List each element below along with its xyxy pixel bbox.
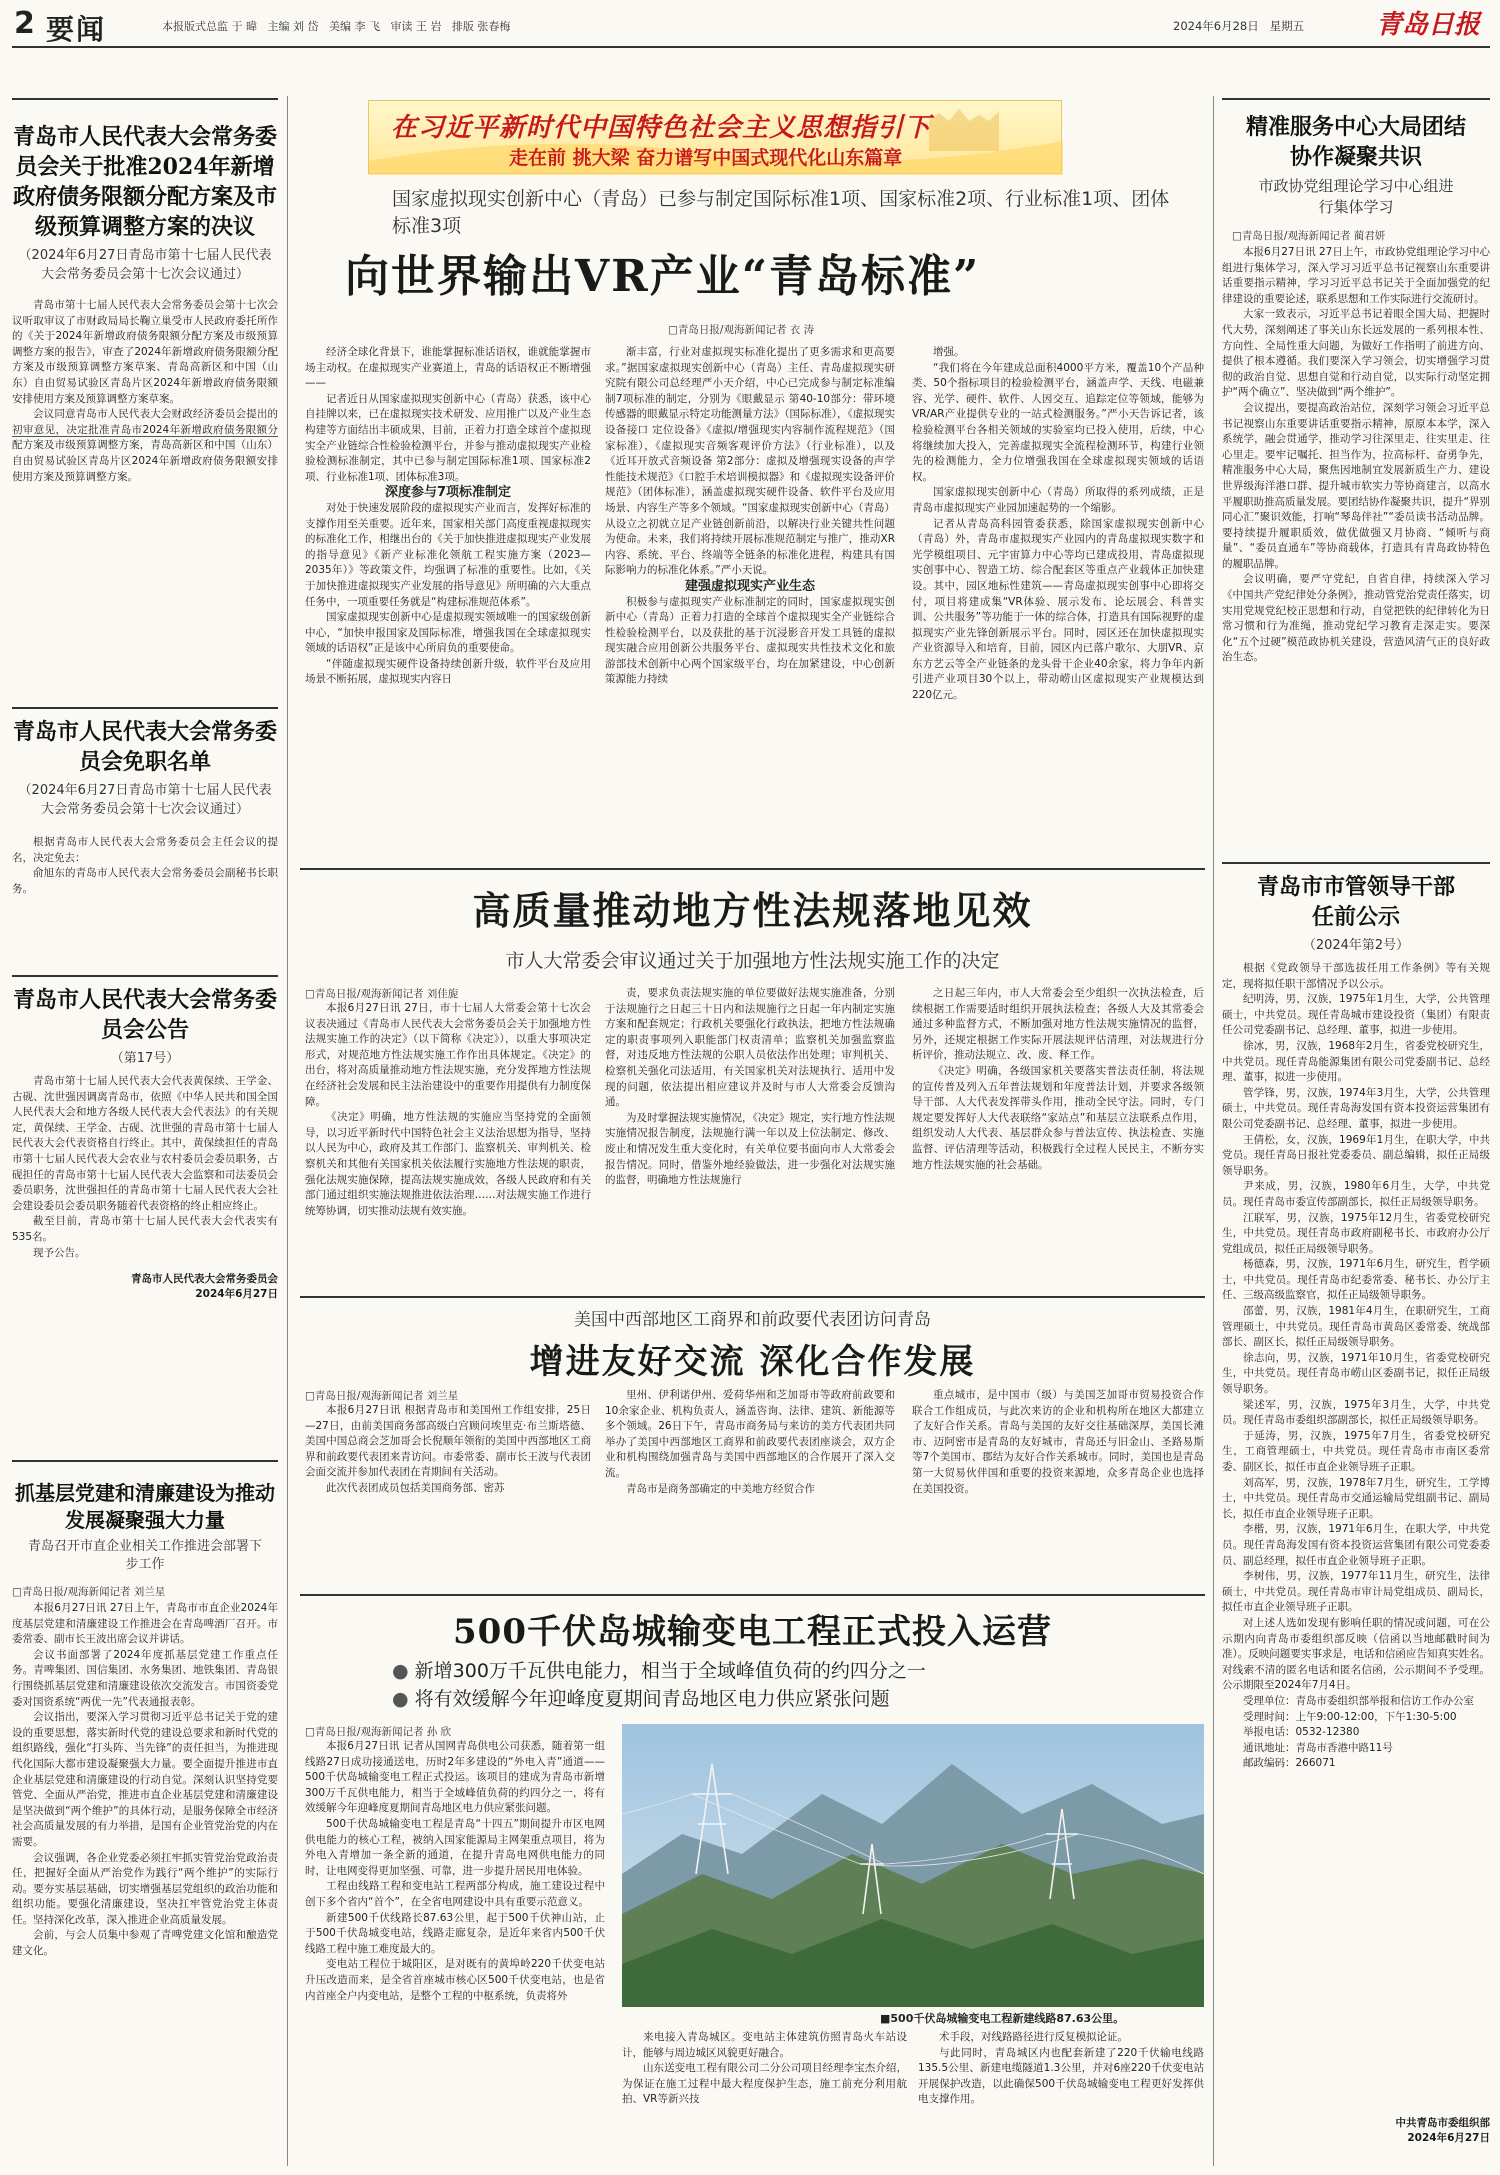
power-bullet-1-text: 新增300万千瓦供电能力，相当于全域峰值负荷的约四分之一 — [414, 1660, 926, 1682]
paragraph: 刘高军，男，汉族，1978年7月生，研究生，工学博士，中共党员。现任青岛市交通运输局党组副书记、副局长，拟任市直企业领导班子正职。 — [1222, 1476, 1490, 1520]
paragraph: 青岛市第十七届人民代表大会代表黄保续、王学金、古砚、沈世强因调离青岛市，依照《中华人民共和国全国人民代表大会和地方各级人民代表大会代表法》的有关规定，黄保续、王学金、古砚、沈世强的青岛市第十七届人民代表大会代表资格自行终止。其中，黄保续担任的青岛市第十七届人民代表大会农业与农村委员会委员职务，古砚担任的青岛市第十七届人民代表大会监察和司法委员会委员职务，沈世强担任的青岛市第十七届人民代表大会社会建设委员会委员职务随着代表资格的终止相应终止。 — [12, 1075, 278, 1212]
paragraph: 500千伏岛城输变电工程是青岛“十四五”期间提升市区电网供电能力的核心工程，被纳入国家能源局主网架重点项目，将为外电入青增加一条全新的通道，在提升青岛电网供电能力的同时，让电网变得更加坚强、可靠，进一步提升居民用电体验。 — [305, 1817, 605, 1877]
paragraph: 会议指出，要深入学习贯彻习近平总书记关于党的建设的重要思想，落实新时代党的建设总要求和新时代党的组织路线，强化“打头阵、当先锋”的责任担当，为推进现代化国际大都市建设凝聚强大力量。要全面提升推进市直企业基层党建和清廉建设的行动自觉。深刻认识坚持党要管党、全面从严治党，推进市直企业基层党建和清廉建设是坚决做到“两个维护”的具体行动，是服务保障全市经济社会高质量发展的有力举措，是国有企业管党治党的内在需要。 — [12, 1711, 278, 1848]
paragraph: 通讯地址：青岛市香港中路11号 — [1243, 1741, 1393, 1754]
rule — [12, 436, 278, 437]
power-bullet-2-text: 将有效缓解今年迎峰度夏期间青岛地区电力供应紧张问题 — [414, 1688, 890, 1710]
power-column-1 — [305, 1724, 605, 2169]
right-column-divider — [1213, 96, 1214, 2166]
paragraph: 《决定》明确，地方性法规的实施应当坚持党的全面领导，以习近平新时代中国特色社会主义法治思想为指导，坚持以人民为中心，政府及其工作部门、监察机关、审判机关、检察机关和其他有关国家机关依法履行实施地方性法规的职责，强化法规实施保障，提高法规实施成效，各级人民政府和有关部门通过组织实施法规推进依法治理……对法规实施工作进行统筹协调，切实推动法规有效实施。 — [305, 1111, 591, 1217]
study-subtitle: 市政协党组理论学习中心组进行集体学习 — [1258, 177, 1454, 216]
law-column-1 — [305, 986, 591, 1266]
photo-caption: ■500千伏岛城输变电工程新建线路87.63公里。 — [880, 2012, 1125, 2025]
rule — [12, 1460, 278, 1462]
appointment-title: 青岛市人民代表大会常务委员会免职名单 — [12, 719, 277, 775]
separator — [300, 1594, 1205, 1596]
paragraph: 责，要求负责法规实施的单位要做好法规实施准备，分别于法规施行之日起三十日内和法规施行之日起一年内制定实施方案和配套规定；行政机关要强化行政执法，把地方性法规确定的职责事项列入职能部门权责清单；监察机关加强监察监督，对违反地方性法规的公职人员依法作出处理；审判机关、检察机关强化司法适用，有关国家机关对法规执行、适用中发现的问题，依法提出相应建议并及时与市人大常委会反馈沟通。 — [605, 987, 895, 1109]
law-column-1-text — [305, 1001, 591, 1259]
paragraph: 截至目前，青岛市第十七届人民代表大会代表实有535名。 — [12, 1215, 278, 1243]
paragraph: 国家虚拟现实创新中心（青岛）所取得的系列成绩，正是青岛市虚拟现实产业园加速起势的一个缩影。 — [912, 486, 1204, 514]
power-headline: 500千伏岛城输变电工程正式投入运营 — [453, 1612, 1052, 1652]
paragraph: 与此同时，青岛城区内也配套新建了220千伏输电线路135.5公里、新建电缆隧道1.3公里，并对6座220千伏变电站开展保护改造，以此确保500千伏岛城输变电工程更好发挥供电支撑作用。 — [918, 2046, 1204, 2106]
paragraph: 本报6月27日讯 记者从国网青岛供电公司获悉，随着第一组线路27日成功接通送电，历时2年多建设的“外电入青”通道——500千伏岛城输变电工程正式投运。该项目的建成为青岛市新增300万千瓦供电能力，相当于全域峰值负荷的约四分之一，将有效缓解今年迎峰度夏期间青岛地区电力供应紧张问题。 — [305, 1740, 605, 1815]
rule — [12, 707, 278, 709]
friend-headline: 增进友好交流 深化合作发展 — [529, 1342, 976, 1382]
paragraph: 会议同意青岛市人民代表大会财政经济委员会提出的初审意见，决定批准青岛市2024年新增政府债务限额分配方案及市级预算调整方案，青岛高新区和中国（山东）自由贸易试验区青岛片区2024年新增政府债务限额安排使用方案及预算调整方案。 — [12, 408, 278, 483]
paragraph: 术手段，对线路路径进行反复模拟论证。 — [939, 2031, 1128, 2043]
paragraph: 工程由线路工程和变电站工程两部分构成，施工建设过程中创下多个省内“首个”，在全省电网建设中具有重要示范意义。 — [305, 1880, 605, 1908]
paragraph: 新建500千伏线路长87.63公里，起于500千伏神山站，止于500千伏岛城变电站，线路走廊复杂，是近年来省内500千伏线路工程中施工难度最大的。 — [305, 1911, 605, 1955]
mountain-pylon-illustration — [622, 1724, 1204, 2007]
vr-section-1-heading: 深度参与7项标准制定 — [384, 485, 512, 501]
power-byline: □青岛日报/观海新闻记者 孙 欣 — [305, 1726, 452, 1738]
paragraph: 变电站工程位于城阳区，是对既有的黄埠岭220千伏变电站升压改造而来，是全省首座城市核心区500千伏变电站，也是省内首座全户内变电站，是整个工程的中枢系统，负责将外 — [305, 1958, 605, 2002]
paragraph: 会议提出，要提高政治站位，深刻学习领会习近平总书记视察山东重要讲话重要指示精神，原原本本学，深入系统学，融会贯通学，推动学习往深里走、往实里走、往心里走。要牢记嘱托、担当作为，拉高标杆、奋勇争先，精准服务中心大局，聚焦因地制宜发展新质生产力、建设世界级海洋港口群、提升城市软实力等协商建言，以高水平履职助推高质量发展。要团结协作凝聚共识，提升“界别同心汇”聚识效能，打响“琴岛伴社”“委员读书活动品牌。要持续提升履职质效，做优做强又月协商、“倾听与商量”、“委员直通车”等协商载体，打造具有青岛政协特色的履职品牌。 — [1222, 401, 1490, 570]
paragraph: 纪明涛，男，汉族，1975年1月生，大学，公共管理硕士，中共党员。现任青岛城市建设投资（集团）有限责任公司党委副书记、总经理、董事，拟进一步使用。 — [1222, 993, 1490, 1037]
friend-kicker: 美国中西部地区工商界和前政要代表团访问青岛 — [574, 1310, 931, 1330]
publicity-signature: 中共青岛市委组织部 — [1395, 2117, 1490, 2129]
editors-line: 本报版式总监 于 暐 主编 刘 岱 美编 李 飞 审读 王 岩 排版 张春梅 — [162, 20, 511, 33]
theme-banner — [368, 100, 1062, 174]
publicity-article — [1222, 862, 1490, 2167]
publicity-number: （2024年第2号） — [1302, 938, 1410, 953]
paragraph: 青岛市是商务部确定的中美地方经贸合作 — [626, 1482, 815, 1495]
resolution-subtitle: （2024年6月27日青岛市第十七届人民代表大会常务委员会第十七次会议通过） — [18, 248, 272, 282]
paragraph: “我们将在今年建成总面积4000平方米，覆盖10个产品种类、50个指标项目的检验检测平台，涵盖声学、天线、电磁兼容、光学、硬件、软件、人因交互、追踪定位等领域，能够为VR/AR产业提供专业的一站式检测服务。”严小天告诉记者，该检验检测平台各相关领域的实验室均已投入使用，后续，中心将继续加大投入，完善虚拟现实全流程检测环节，构建行业领先的检测能力，全力位增强我国在全球虚拟现实领域的话语权。 — [912, 361, 1204, 483]
law-column-3 — [912, 986, 1204, 1260]
resolution-body — [12, 298, 278, 568]
paragraph: 记者近日从国家虚拟现实创新中心（青岛）获悉，该中心自挂牌以来，已在虚拟现实技术研发、应用推广以及产业生态构建等方面结出丰硕成果，目前，正着力打造全球首个虚拟现实全产业链综合性检验检测平台，并参与推动虚拟现实产业检验检测标准制定，其中已参与制定国际标准1项、国家标准2项、行业标准1项、团体标准3项。 — [305, 392, 591, 483]
power-column-2 — [622, 2030, 907, 2165]
paragraph: 会议强调，各企业党委必须扛牢抓实管党治党政治责任，把握好全面从严治党作为践行“两个维护”的实际行动。要夯实基层基础，切实增强基层党组织的政治功能和组织功能。要强化清廉建设，坚决扛牢管党治党主体责任。坚持深化改革，深入推进企业高质量发展。 — [12, 1851, 278, 1926]
paragraph: 来电接入青岛城区。变电站主体建筑仿照青岛火车站设计，能够与周边城区风貌更好融合。 — [622, 2031, 907, 2059]
paragraph: 此次代表团成员包括美国商务部、密苏 — [326, 1481, 505, 1494]
paragraph: 受理时间：上午9:00-12:00，下午1:30-5:00 — [1243, 1710, 1457, 1723]
party-building-article — [12, 1460, 278, 2165]
party-body — [12, 1601, 278, 2161]
paragraph: 里州、伊利诺伊州、爱荷华州和芝加哥市等政府前政要和10余家企业、机构负责人，涵盖咨询、法律、建筑、新能源等多个领域。26日下午，青岛市商务局与来访的美方代表团共同举办了美国中西部地区工商界和前政要代表团座谈会，双方企业和机构围绕加强青岛与美国中西部地区的合作展开了深入交流。 — [605, 1389, 895, 1479]
resolution-article — [12, 98, 278, 658]
newspaper-logo: 青岛日报 — [1376, 10, 1481, 40]
announcement-title: 青岛市人民代表大会常务委员会公告 — [12, 987, 277, 1043]
appointment-subtitle: （2024年6月27日青岛市第十七届人民代表大会常务委员会第十七次会议通过） — [18, 783, 272, 817]
paragraph: 现予公告。 — [33, 1246, 86, 1259]
paragraph: 之日起三年内，市人大常委会至少组织一次执法检查，后续根据工作需要适时组织开展执法检查；各级人大及其常委会通过多种监督方式，不断加强对地方性法规实施情况的监督，另外，还规定根据工作实际开展法规评估清理，对法规进行分析评价，推动法规立、改、废、释工作。 — [912, 987, 1204, 1062]
friend-column-1-text — [305, 1403, 591, 1583]
paragraph: 于延涛，男，汉族，1975年7月生，省委党校研究生，工商管理硕士，中共党员。现任青岛市市南区委常委、副区长，拟任市直企业领导班子正职。 — [1222, 1429, 1490, 1473]
paragraph: 杨德森，男，汉族，1971年6月生，研究生，哲学硕士，中共党员。现任青岛市纪委常委、秘书长、办公厅主任、三级高级监察官，拟任正局级领导职务。 — [1222, 1258, 1490, 1302]
law-column-2 — [605, 986, 895, 1260]
paragraph: 受理单位：青岛市委组织部举报和信访工作办公室 — [1243, 1694, 1474, 1707]
vr-byline: □青岛日报/观海新闻记者 衣 涛 — [668, 324, 815, 336]
left-column-divider — [287, 96, 288, 2166]
study-article — [1222, 98, 1490, 818]
paragraph: 梁述军，男，汉族，1975年3月生，大学，中共党员。现任青岛市委组织部副部长，拟任正局级领导职务。 — [1222, 1398, 1490, 1427]
paragraph: 《决定》明确，各级国家机关要落实普法责任制，将法规的宣传普及列入五年普法规划和年度普法计划，并要求各级领导干部、人大代表发挥带头作用，推动全民守法。同时，专门规定要发挥好人大代表联络“家站点”和基层立法联系点作用，组织发动人大代表、基层群众参与普法宣传、执法检查、实施监督、评估清理等活动，积极践行全过程人民民主，不断夯实地方性法规实施的社会基础。 — [912, 1064, 1204, 1171]
paragraph: 本报6月27日讯 27日上午，市政协党组理论学习中心组进行集体学习，深入学习习近平总书记视察山东重要讲话重要指示精神，学习习近平总书记关于全面加强党的纪律建设的重要论述，联系思想和工作实际进行交流研讨。 — [1222, 246, 1490, 305]
friend-byline: □青岛日报/观海新闻记者 刘兰星 — [305, 1390, 459, 1402]
power-bullet-2 — [392, 1684, 890, 1711]
paragraph: 徐冰，男，汉族，1968年2月生，省委党校研究生，中共党员。现任青岛能源集团有限公司党委副书记、总经理、董事，拟进一步使用。 — [1222, 1039, 1490, 1084]
banner-line-1: 在习近平新时代中国特色社会主义思想指引下 — [391, 113, 932, 143]
paragraph: 邮政编码：266071 — [1243, 1757, 1336, 1770]
appointment-body — [12, 835, 278, 897]
paragraph: 徐志向，男，汉族，1971年10月生，省委党校研究生，中共党员。现任青岛市崂山区委副书记，拟任正局级领导职务。 — [1222, 1351, 1490, 1396]
paragraph: 经济全球化背景下，谁能掌握标准话语权，谁就能掌握市场主动权。在虚拟现实产业赛道上，青岛的话语权正不断增强—— — [305, 346, 591, 390]
announcement-body — [12, 1074, 278, 1261]
bullet-icon: ● — [392, 1660, 409, 1682]
power-bullet-1 — [392, 1656, 926, 1683]
announcement-signature: 青岛市人民代表大会常务委员会 — [131, 1273, 278, 1286]
paragraph: 国家虚拟现实创新中心是虚拟现实领域唯一的国家级创新中心，“加快申报国家及国际标准，增强我国在全球虚拟现实领域的话语权”正是该中心所肩负的重要使命。 — [305, 611, 591, 655]
rule — [1222, 862, 1490, 864]
resolution-title: 青岛市人民代表大会常务委员会关于批准2024年新增政府债务限额分配方案及市级预算调整方案的决议 — [12, 124, 277, 240]
paragraph: 对处于快速发展阶段的虚拟现实产业而言，发挥好标准的支撑作用至关重要。近年来，国家相关部门高度重视虚拟现实的标准化工作，相继出台的《关于加快推进虚拟现实产业发展的指导意见》《新产业标准化领航工程实施方案（2023—2035年）》等政策文件，均强调了标准的重要性。比如，《关于加快推进虚拟现实产业发展的指导意见》所明确的六大重点任务中，一项重要任务就是“构建标准规范体系”。 — [305, 501, 591, 608]
power-column-1-text — [305, 1739, 605, 2164]
power-column-3 — [918, 2030, 1204, 2165]
issue-date: 2024年6月28日 星期五 — [1173, 19, 1305, 33]
paragraph: 尹来成，男，汉族，1980年6月生，大学，中共党员。现任青岛市委宣传部副部长，拟任正局级领导职务。 — [1222, 1180, 1490, 1208]
announcement-article — [12, 975, 278, 1395]
paragraph: 山东送变电工程有限公司二分公司项目经理李宝杰介绍，为保证在施工过程中最大程度保护生态，施工前充分利用航拍、VR等新兴技 — [622, 2062, 907, 2106]
rule — [12, 98, 278, 100]
paragraph: 会议明确，要严守党纪，自省自律，持续深入学习《中国共产党纪律处分条例》，推动管党治党责任落实，切实用党规党纪校正思想和行动，自觉把铁的纪律转化为日常习惯和行为准绳，推动党纪学习教育走深走实。要深化“五个过硬”模范政协机关建设，营造风清气正的良好政治生态。 — [1222, 573, 1490, 664]
section-name: 要闻 — [46, 13, 107, 46]
page-number: 2 — [14, 6, 35, 41]
paragraph: 积极参与虚拟现实产业标准制定的同时，国家虚拟现实创新中心（青岛）正着力打造的全球首个虚拟现实全产业链综合性检验检测平台，以及获批的基于沉浸影音开发工具链的虚拟现实融合应用创新公共服务平台、虚拟现实共性技术文化和旅游部技术创新中心两个国家级平台，均在加紧建设，中心创新策源能力持续 — [605, 595, 895, 686]
friend-column-1 — [305, 1388, 591, 1588]
party-title: 抓基层党建和清廉建设为推动发展凝聚强大力量 — [15, 1481, 275, 1532]
masthead-rule — [12, 46, 1490, 48]
paragraph: 记者从青岛高科园管委获悉，除国家虚拟现实创新中心（青岛）外，青岛市虚拟现实产业园内的青岛虚拟现实数字和光学模组项目、元宇宙算力中心等均已建成投用，青岛虚拟现实创事中心、智造工坊、综合配套区等重点产业载体正加快建设。其中，园区地标性建筑——青岛虚拟现实创事中心即将交付，项目将建成集“VR体验、展示发布、论坛展会、科普实训、公共服务”等功能于一体的综合体，打造具有国际视野的虚拟现实产业先锋创新展示平台。同时，园区还在加快虚拟现实产业资源导入和培育，目前，园区内已落户歌尔、大朋VR、京东方艺云等全产业链条的龙头骨干企业40余家，将力争年内新引进产业项目30个以上，带动崂山区虚拟现实产业规模达到220亿元。 — [912, 517, 1204, 702]
separator — [300, 1296, 1205, 1298]
friend-column-3 — [912, 1388, 1204, 1586]
study-byline: □青岛日报/观海新闻记者 蔺君妍 — [1232, 230, 1386, 242]
law-headline: 高质量推动地方性法规落地见效 — [472, 888, 1033, 933]
paragraph: 俞旭东的青岛市人民代表大会常务委员会副秘书长职务。 — [12, 867, 278, 895]
announcement-number: （第17号） — [110, 1051, 180, 1066]
paragraph: 邵蕾，男，汉族，1981年4月生，在职研究生，工商管理硕士，中共党员。现任青岛市黄岛区委常委、统战部部长、副区长，拟任正局级领导职务。 — [1222, 1305, 1490, 1349]
paragraph: 大家一致表示，习近平总书记着眼全国大局、把握时代大势，深刻阐述了事关山东长远发展的一系列根本性、方向性、全局性重大问题，为做好工作指明了前进方向、提供了根本遵循。我们要深入学习领会，切实增强学习贯彻的政治自觉、思想自觉和行动自觉，以实际行动坚定拥护“两个确立”、坚决做到“两个维护”。 — [1222, 308, 1490, 399]
paragraph: 青岛市第十七届人民代表大会常务委员会第十七次会议听取审议了市财政局局长鞠立巢受市人民政府委托所作的《关于2024年新增政府债务限额分配方案及市级预算调整方案的报告》，审查了2024年新增政府债务限额分配方案及市级预算调整方案草案、青岛高新区和中国（山东）自由贸易试验区青岛片区2024年新增政府债务限额安排使用方案及预算调整方案草案。 — [12, 299, 278, 405]
vr-column-3 — [912, 345, 1204, 860]
party-byline: □青岛日报/观海新闻记者 刘兰星 — [12, 1586, 166, 1598]
vr-kicker: 国家虚拟现实创新中心（青岛）已参与制定国际标准1项、国家标准2项、行业标准1项、团体标准3项 — [392, 188, 1170, 237]
law-subhead: 市人大常委会审议通过关于加强地方性法规实施工作的决定 — [505, 950, 1000, 972]
paragraph: 增强。 — [933, 346, 965, 358]
paragraph: 李树伟，男，汉族，1977年11月生，研究生，法律硕士，中共党员。现任青岛市审计局党组成员、副局长，拟任市直企业领导班子正职。 — [1222, 1570, 1490, 1614]
paragraph: “伴随虚拟现实硬件设备持续创新升级，软件平台及应用场景不断拓展，虚拟现实内容日 — [305, 657, 591, 686]
power-line-photo — [622, 1724, 1204, 2007]
party-subtitle: 青岛召开市直企业相关工作推进会部署下步工作 — [27, 1539, 262, 1572]
paragraph: 对上述人选如发现有影响任职的情况或问题，可在公示期内向青岛市委组织部反映（信函以当地邮戳时间为准）。反映问题要实事求是，电话和信函应告知真实姓名。对线索不清的匿名电话和匿名信函，公示期间不予受理。公示期限至2024年7月4日。 — [1222, 1616, 1490, 1692]
paragraph: 举报电话：0532-12380 — [1243, 1726, 1360, 1739]
paragraph: 本报6月27日讯 27日，市十七届人大常委会第十七次会议表决通过《青岛市人民代表大会常务委员会关于加强地方性法规实施工作的决定》（以下简称《决定》），以重大事项决定形式，对规范地方性法规实施工作作出具体规定。《决定》的出台，将对高质量推动地方性法规实施，充分发挥地方性法规在经济社会发展和民主法治建设中的重要作用提供有力制度保障。 — [305, 1002, 591, 1108]
paragraph: 根据《党政领导干部选拔任用工作条例》等有关规定，现将拟任职干部情况予以公示。 — [1222, 962, 1490, 990]
appointment-article — [12, 707, 278, 957]
paragraph: 会议书面部署了2024年度抓基层党建工作重点任务。青啤集团、国信集团、水务集团、地铁集团、青岛银行围绕抓基层党建和清廉建设依次交流发言。市国资委党委对国资系统“两优一先”代表通报表彰。 — [12, 1648, 278, 1708]
bullet-icon: ● — [392, 1688, 409, 1710]
publicity-title: 青岛市市管领导干部任前公示 — [1256, 874, 1455, 930]
vr-headline: 向世界输出VR产业“青岛标准” — [345, 251, 981, 302]
paragraph: 为及时掌握法规实施情况，《决定》规定，实行地方性法规实施情况报告制度，法规施行满一年以及上位法制定、修改、废止和情况发生重大变化时，有关单位要书面向市人大常委会报告情况。同时，借鉴外地经验做法，进一步强化对法规实施的监督，明确地方性法规施行 — [605, 1111, 895, 1187]
paragraph: 根据青岛市人民代表大会常务委员会主任会议的提名，决定免去： — [12, 836, 278, 864]
paragraph: 李楷，男，汉族，1971年6月生，在职大学，中共党员。现任青岛海发国有资本投资运营集团有限公司党委委员、副总经理，拟任市直企业领导班子正职。 — [1222, 1523, 1490, 1567]
rule — [1222, 98, 1490, 100]
paragraph: 渐丰富，行业对虚拟现实标准化提出了更多需求和更高要求。”据国家虚拟现实创新中心（青岛）主任、青岛虚拟现实研究院有限公司总经理严小天介绍，中心已完成参与制定标准编制7项标准的制定，分别为《眼戴显示 第40-10部分：带环境传感器的眼戴显示特定功能测量方法》（国际标准），《虚拟现实设备接口 定位设备》《虚拟/增强现实内容制作流程规范》（国家标准），《虚拟现实音频客观评价方法》（行业标准），以及《近耳开放式音频设备 第2部分：虚拟及增强现实设备的声学性能技术规范》《口腔手术培训模拟器》和《虚拟现实设备评价规范》（团体标准），涵盖虚拟现实硬件设备、软件平台及应用场景、内容生产等多个领域。“国家虚拟现实创新中心（青岛）从设立之初就立足产业链创新前沿，以解决行业关键共性问题为使命。未来，我们将持续开展标准规范制定与推广，推动XR内容、系统、平台、终端等全链条的标准化进程，构建具有国际影响力的标准化体系。”严小天说。 — [605, 346, 895, 577]
banner-line-2: 走在前 挑大梁 奋力谱写中国式现代化山东篇章 — [509, 147, 903, 169]
friend-column-2 — [605, 1388, 895, 1586]
publicity-body — [1222, 961, 1490, 2111]
study-title: 精准服务中心大局团结协作凝聚共识 — [1245, 114, 1466, 170]
vr-section-2-heading: 建强虚拟现实产业生态 — [684, 578, 815, 594]
separator — [300, 868, 1205, 870]
paragraph: 江联军，男，汉族，1975年12月生，省委党校研究生，中共党员。现任青岛市政府副秘书长、市政府办公厅党组成员，拟任正局级领导职务。 — [1222, 1211, 1490, 1255]
law-byline: □青岛日报/观海新闻记者 刘佳旎 — [305, 988, 459, 1000]
paragraph: 管学锋，男，汉族，1974年3月生，大学，公共管理硕士，中共党员。现任青岛海发国有资本投资运营集团有限公司党委副书记、总经理、董事，拟进一步使用。 — [1222, 1086, 1490, 1130]
paragraph: 王倩松，女，汉族，1969年1月生，在职大学，中共党员。现任青岛日报社党委委员、副总编辑，拟任正局级领导职务。 — [1222, 1133, 1490, 1177]
announcement-date: 2024年6月27日 — [195, 1288, 278, 1301]
masthead — [0, 0, 1500, 48]
paragraph: 会前，与会人员集中参观了青啤党建文化馆和酿造党建文化。 — [12, 1929, 278, 1958]
study-body — [1222, 245, 1490, 805]
paragraph: 本报6月27日讯 根据青岛市和美国州工作组安排，25日—27日，由前美国商务部高级白宫顾问埃里克·布兰斯塔德、美国中国总商会芝加哥会长倪顺年领衔的美国中西部地区工商界和前政要代表团来青访问。市委常委、副市长王波与代表团会面交流并参加代表团在青期间有关活动。 — [305, 1404, 591, 1479]
vr-column-1 — [305, 345, 591, 860]
rule — [12, 975, 278, 977]
paragraph: 本报6月27日讯 27日上午，青岛市市直企业2024年度基层党建和清廉建设工作推进会在青岛啤酒厂召开。市委常委、副市长王波出席会议并讲话。 — [12, 1602, 278, 1646]
paragraph: 重点城市，是中国市（级）与美国芝加哥市贸易投资合作联合工作组成员，与此次来访的企业和机构所在地区大都建立了友好合作关系。青岛与美国的友好交往基础深厚，美国长滩市、迈阿密市是青岛的友好城市，青岛还与旧金山、圣路易斯等7个美国市、郡结为友好合作关系城市。同时，美国也是青岛第一大贸易伙伴国和重要的投资来源地，众多青岛企业也选择在美国投资。 — [912, 1389, 1204, 1495]
vr-column-2 — [605, 345, 895, 860]
publicity-date: 2024年6月27日 — [1407, 2132, 1490, 2144]
